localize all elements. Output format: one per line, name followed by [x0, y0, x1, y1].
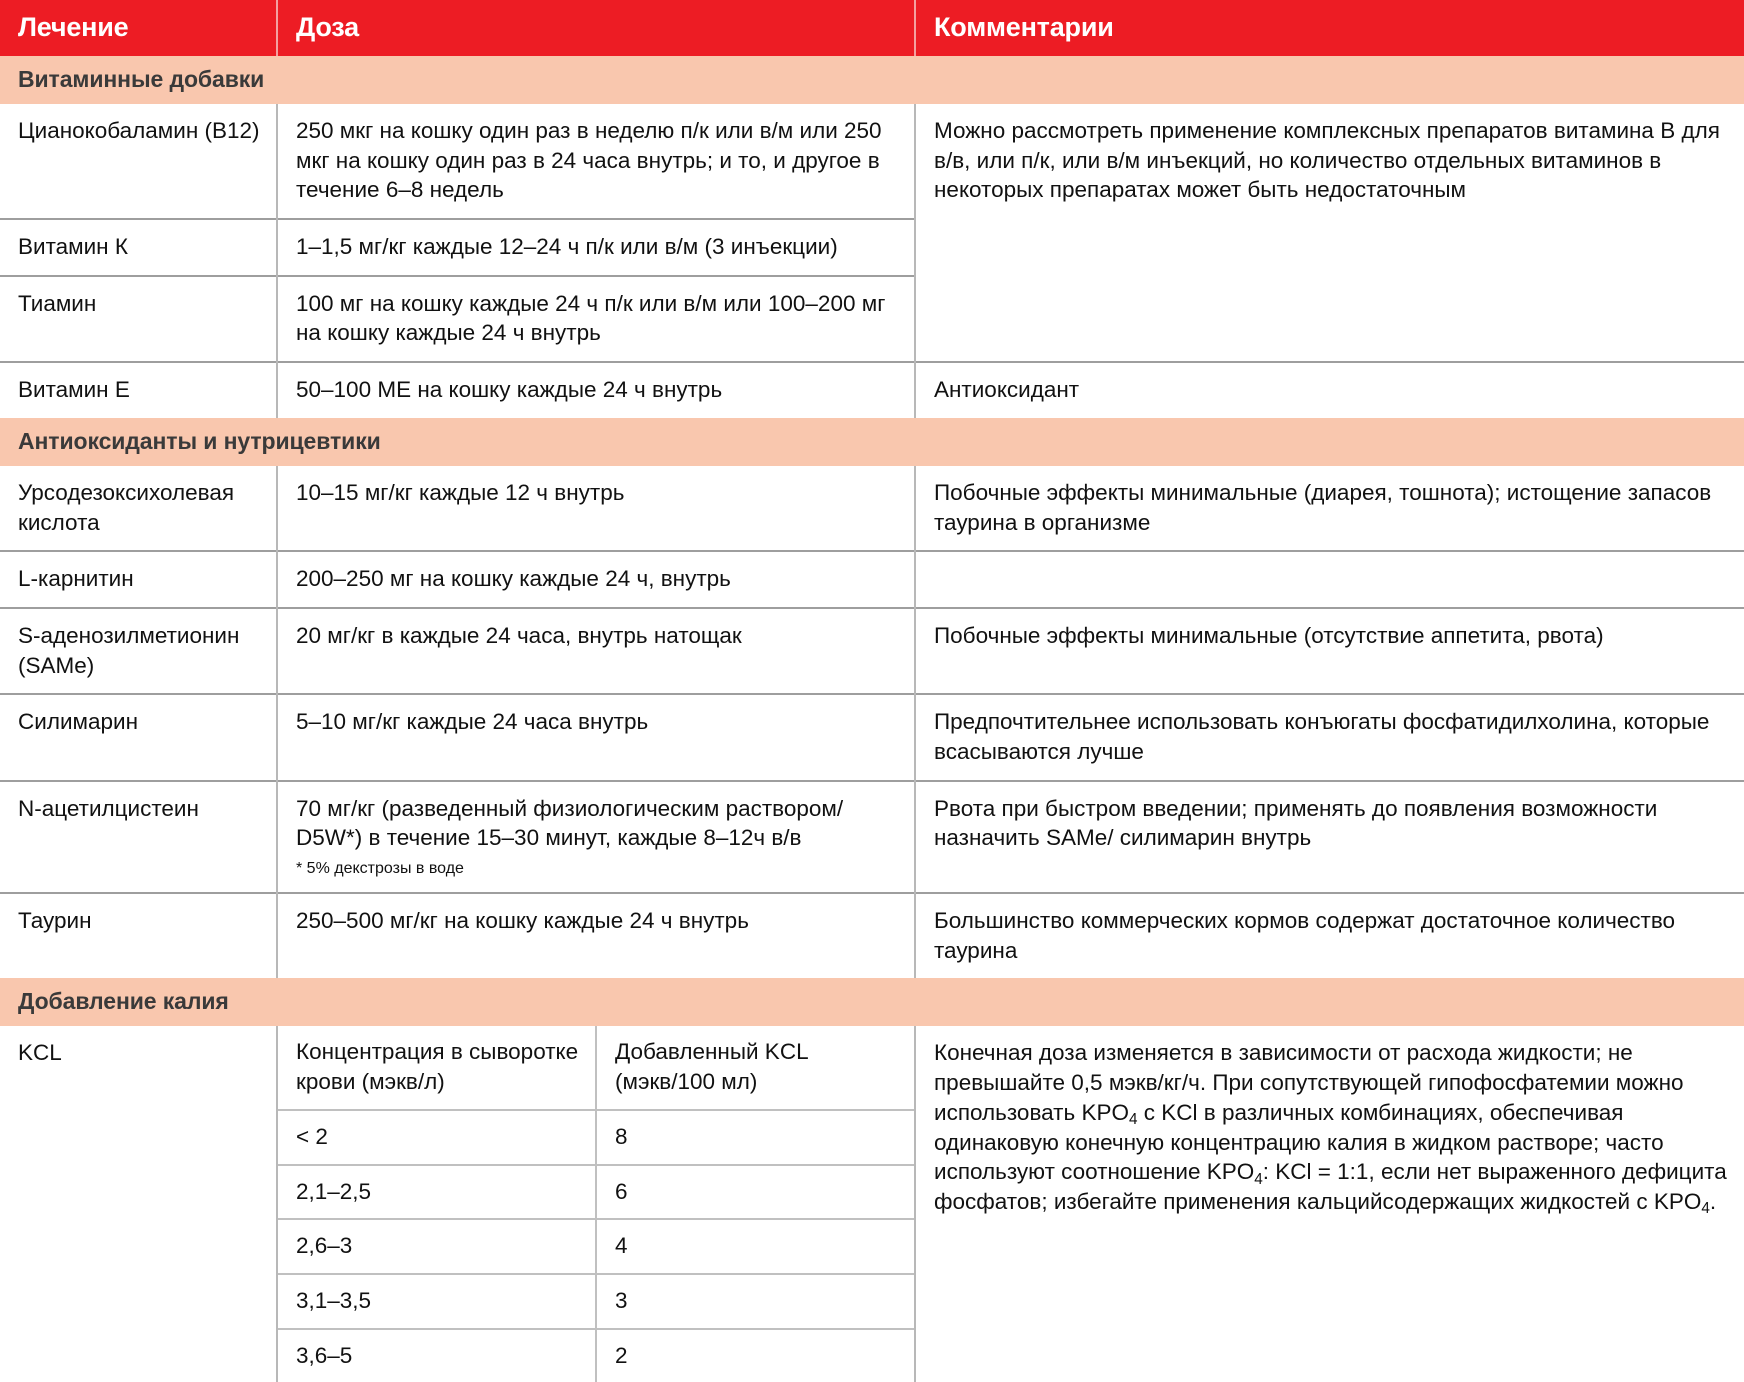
table-row	[0, 781, 1744, 893]
kcl-cell-added: 2	[596, 1329, 914, 1382]
kcl-row	[278, 1274, 914, 1329]
kcl-subscript-1: 4	[1128, 1111, 1138, 1129]
kcl-cell-added: 4	[596, 1219, 914, 1274]
kcl-header-added: Добавленный KCL (мэкв/100 мл)	[596, 1026, 914, 1109]
column-header-dose: Доза	[277, 0, 915, 56]
table-row	[0, 1026, 1744, 1382]
cell-dose-thiamine: 100 мг на кошку каждые 24 ч п/к или в/м или 100–200 мг на кошку каждые 24 ч внутрь	[277, 276, 915, 362]
cell-comment-l-carnitine	[915, 551, 1744, 608]
section-label-vitamins: Витаминные добавки	[0, 56, 1744, 104]
kcl-row	[278, 1329, 914, 1382]
kcl-cell-concentration: 2,6–3	[278, 1219, 596, 1274]
cell-dose-vitamin-k: 1–1,5 мг/кг каждые 12–24 ч п/к или в/м (3 инъекции)	[277, 219, 915, 276]
nac-dose-text: 70 мг/кг (разведенный физиологическим раствором/ D5W*) в течение 15–30 минут, каждые 8–12ч в/в	[296, 795, 844, 851]
nac-dose-footnote: * 5% декстрозы в воде	[296, 860, 464, 877]
section-header-vitamins	[0, 56, 1744, 104]
kcl-comment-seg-b: с KCl в различных комбинациях, обеспечивая одинаковую конечную концентрацию калия в жидком растворе; часто используют соотношение KPO	[934, 1099, 1664, 1185]
kcl-comment-seg-a: При сопутствующей гипофосфатемии можно использовать KPO	[934, 1070, 1684, 1125]
cell-dose-l-carnitine: 200–250 мг на кошку каждые 24 ч, внутрь	[277, 551, 915, 608]
section-header-potassium	[0, 978, 1744, 1026]
kcl-cell-concentration: 3,6–5	[278, 1329, 596, 1382]
kcl-comment-seg-d: .	[1709, 1188, 1717, 1214]
cell-comment-ursodeoxycholic: Побочные эффекты минимальные (диарея, тошнота); истощение запасов таурина в организме	[915, 466, 1744, 551]
kcl-dosing-subtable	[278, 1026, 914, 1382]
cell-treatment-ursodeoxycholic: Урсодезоксихолевая кислота	[0, 466, 277, 551]
cell-dose-silymarin: 5–10 мг/кг каждые 24 часа внутрь	[277, 694, 915, 780]
cell-dose-ursodeoxycholic: 10–15 мг/кг каждые 12 ч внутрь	[277, 466, 915, 551]
cell-treatment-thiamine: Тиамин	[0, 276, 277, 362]
cell-treatment-taurine: Таурин	[0, 893, 277, 978]
table-row	[0, 104, 1744, 219]
cell-dose-cyanocobalamin: 250 мкг на кошку один раз в неделю п/к или в/м или 250 мкг на кошку один раз в 24 часа внутрь; и то, и другое в течение 6–8 недель	[277, 104, 915, 219]
kcl-subtable-body	[278, 1026, 914, 1382]
kcl-cell-concentration: 2,1–2,5	[278, 1165, 596, 1220]
kcl-row	[278, 1219, 914, 1274]
cell-treatment-silymarin: Силимарин	[0, 694, 277, 780]
cell-treatment-cyanocobalamin: Цианокобаламин (В12)	[0, 104, 277, 219]
cell-treatment-l-carnitine: L-карнитин	[0, 551, 277, 608]
cell-dose-same: 20 мг/кг в каждые 24 часа, внутрь натощак	[277, 608, 915, 694]
table-row	[0, 893, 1744, 978]
cell-dose-nac	[277, 781, 915, 893]
kcl-cell-concentration: < 2	[278, 1110, 596, 1165]
cell-treatment-vitamin-k: Витамин К	[0, 219, 277, 276]
cell-dose-taurine: 250–500 мг/кг на кошку каждые 24 ч внутрь	[277, 893, 915, 978]
table-header-row	[0, 0, 1744, 56]
cell-comment-same: Побочные эффекты минимальные (отсутствие аппетита, рвота)	[915, 608, 1744, 694]
cell-comment-cyanocobalamin: Можно рассмотреть применение комплексных препаратов витамина В для в/в, или п/к, или в/м инъекций, но количество отдельных витаминов в некоторых препаратах может быть недостаточным	[915, 104, 1744, 362]
kcl-row	[278, 1165, 914, 1220]
cell-treatment-nac: N-ацетилцистеин	[0, 781, 277, 893]
kcl-header-concentration: Концентрация в сыворотке крови (мэкв/л)	[296, 1039, 579, 1095]
cell-comment-silymarin: Предпочтительнее использовать конъюгаты фосфатидилхолина, которые всасываются лучше	[915, 694, 1744, 780]
table-row	[0, 362, 1744, 418]
kcl-row	[278, 1110, 914, 1165]
cell-dose-vitamin-e: 50–100 МЕ на кошку каждые 24 ч внутрь	[277, 362, 915, 418]
cell-comment-vitamin-e: Антиоксидант	[915, 362, 1744, 418]
kcl-cell-added: 8	[596, 1110, 914, 1165]
section-header-antioxidants	[0, 418, 1744, 466]
cell-treatment-vitamin-e: Витамин Е	[0, 362, 277, 418]
kcl-subtable-header-row	[278, 1026, 914, 1109]
cell-dose-kcl	[277, 1026, 915, 1382]
section-label-potassium: Добавление калия	[0, 978, 1744, 1026]
section-label-antioxidants: Антиоксиданты и нутрицевтики	[0, 418, 1744, 466]
kcl-cell-added: 3	[596, 1274, 914, 1329]
table-row	[0, 608, 1744, 694]
kcl-cell-added: 6	[596, 1165, 914, 1220]
kcl-subscript-3: 4	[1701, 1200, 1710, 1218]
cell-comment-taurine: Большинство коммерческих кормов содержат достаточное количество таурина	[915, 893, 1744, 978]
cell-treatment-same: S-аденозилметионин (SAMe)	[0, 608, 277, 694]
kcl-subscript-2: 4	[1254, 1170, 1263, 1188]
column-header-treatment: Лечение	[0, 0, 277, 56]
table-row	[0, 466, 1744, 551]
table-row	[0, 551, 1744, 608]
cell-comment-kcl	[915, 1026, 1744, 1382]
kcl-cell-concentration: 3,1–3,5	[278, 1274, 596, 1329]
table-row	[0, 694, 1744, 780]
kcl-comment-line1: Конечная доза изменяется в зависимости от расхода жидкости; не превышайте 0,5 мэкв/кг/ч.	[934, 1040, 1633, 1096]
kcl-comment-seg-c: : KCl = 1:1, если нет выраженного дефицита фосфатов; избегайте применения кальцийсодержащих жидкостей с KPO	[934, 1159, 1727, 1214]
cell-treatment-kcl: KCL	[0, 1026, 277, 1382]
column-header-comments: Комментарии	[915, 0, 1744, 56]
cell-comment-nac: Рвота при быстром введении; применять до появления возможности назначить SAMe/ силимарин внутрь	[915, 781, 1744, 893]
